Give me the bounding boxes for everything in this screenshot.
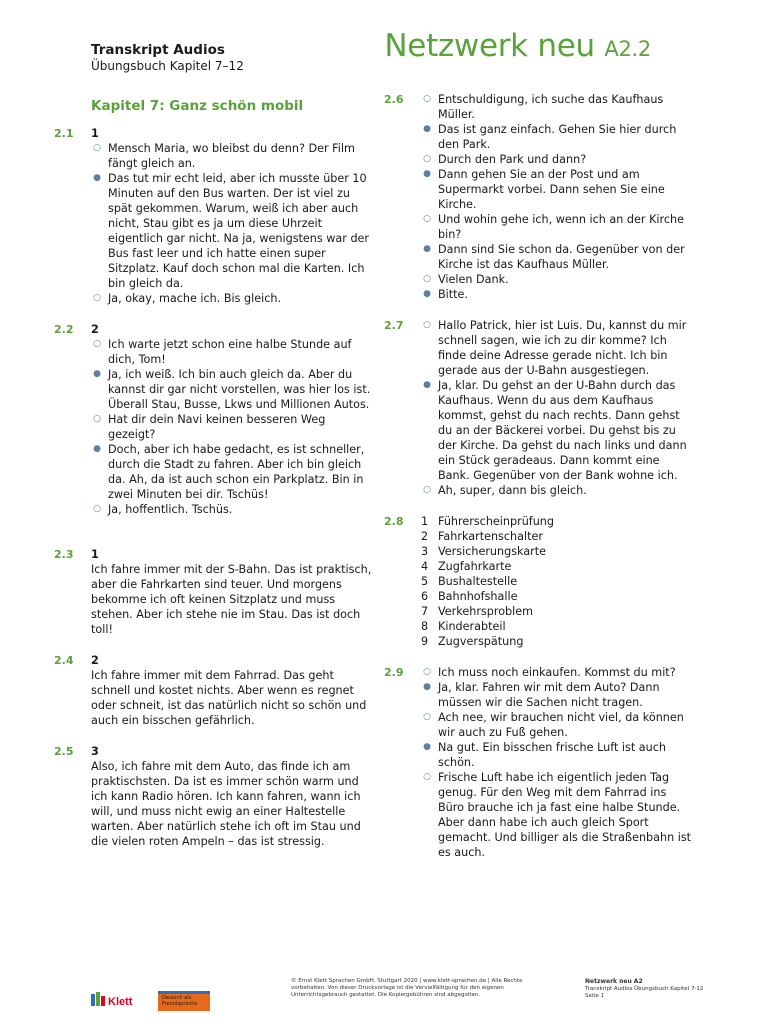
speaker-marker-icon: ○: [93, 414, 101, 424]
line-text: Das ist ganz einfach. Gehen Sie hier durch den Park.: [438, 123, 677, 151]
page-number: Seite 1: [585, 993, 605, 999]
dialogue-line: [421, 318, 694, 378]
document-subtitle: Übungsbuch Kapitel 7–12: [91, 59, 244, 73]
speaker-marker-icon: ●: [423, 169, 431, 179]
speaker-marker-icon: ●: [423, 289, 431, 299]
dialogue-line: [91, 337, 376, 367]
section-2-7: [384, 318, 694, 498]
section-2-6: [384, 92, 694, 302]
list-item: [421, 589, 694, 604]
dialogue-line: [91, 171, 376, 291]
line-text: Na gut. Ein bisschen frische Luft ist auch schön.: [438, 741, 666, 769]
dialogue-line: [91, 412, 376, 442]
word-list: [421, 514, 694, 649]
section-number: 2.3: [54, 548, 74, 561]
klett-logo-text: Klett: [108, 996, 133, 1008]
speaker-marker-icon: ○: [423, 712, 431, 722]
line-text: Vielen Dank.: [438, 273, 509, 286]
dialogue-line: [421, 92, 694, 122]
dialogue-line: [421, 272, 694, 287]
dialogue-line: [421, 483, 694, 498]
dialogue-line: [421, 242, 694, 272]
dialogue-line: [421, 740, 694, 770]
line-text: Und wohin gehe ich, wenn ich an der Kirche bin?: [438, 213, 684, 241]
speaker-marker-icon: ○: [423, 274, 431, 284]
dialogue-line: [421, 378, 694, 483]
speaker-marker-icon: ○: [423, 772, 431, 782]
line-text: Frische Luft habe ich eigentlich jeden Tag genug. Für den Weg mit dem Fahrrad ins Büro brauche ich ja fast eine halbe Stunde. Aber dann habe ich auch gleich Sport gemacht. Und billiger als die Straßenbahn ist es auch.: [438, 771, 692, 859]
item-number: 9: [421, 635, 429, 648]
item-text: Bahnhofshalle: [438, 590, 518, 603]
brand-level: A2.2: [604, 37, 651, 61]
section-sub-number: 1: [91, 127, 99, 140]
line-text: Ich warte jetzt schon eine halbe Stunde auf dich, Tom!: [108, 338, 352, 366]
line-text: Ja, ich weiß. Ich bin auch gleich da. Aber du kannst dir gar nicht vorstellen, was hier los ist. Überall Stau, Busse, Lkws und Millionen Autos.: [108, 368, 371, 411]
item-number: 5: [421, 575, 429, 588]
item-text: Verkehrsproblem: [438, 605, 534, 618]
brand-title: [384, 26, 651, 69]
speaker-marker-icon: ●: [423, 742, 431, 752]
speaker-marker-icon: ○: [93, 504, 101, 514]
speaker-marker-icon: ○: [423, 667, 431, 677]
item-text: Bushaltestelle: [438, 575, 518, 588]
footer-title: Netzwerk neu A2: [585, 978, 643, 985]
item-number: 7: [421, 605, 429, 618]
speaker-marker-icon: ●: [93, 444, 101, 454]
list-item: [421, 574, 694, 589]
section-number: 2.8: [384, 515, 404, 528]
item-number: 4: [421, 560, 429, 573]
line-text: Das tut mir echt leid, aber ich musste über 10 Minuten auf den Bus warten. Der ist viel zu spät gekommen. Warum, weiß ich aber auch nicht, Stau gibt es ja um diese Uhrzeit eigentlich gar nicht. Na ja, wenigstens war der Bus fast leer und ich hatte einen super Sitzplatz. Kauf doch schon mal die Karten. Ich bin gleich da.: [108, 172, 370, 290]
item-text: Führerscheinprüfung: [438, 515, 555, 528]
item-text: Versicherungskarte: [438, 545, 547, 558]
list-item: [421, 604, 694, 619]
dialogue-line: [91, 141, 376, 171]
line-text: Ich muss noch einkaufen. Kommst du mit?: [438, 666, 676, 679]
line-text: Entschuldigung, ich suche das Kaufhaus Müller.: [438, 93, 664, 121]
document-title: Transkript Audios: [91, 42, 225, 58]
dialogue-line: [421, 287, 694, 302]
section-2-3: [54, 547, 376, 637]
right-column: [384, 92, 694, 860]
item-number: 2: [421, 530, 429, 543]
monologue-text: Ich fahre immer mit dem Fahrrad. Das geht schnell und kostet nichts. Aber wenn es regnet oder schneit, ist das natürlich nicht so schön und auch ein bisschen gefährlich.: [91, 669, 367, 727]
line-text: Ja, okay, mache ich. Bis gleich.: [108, 292, 282, 305]
speaker-marker-icon: ○: [93, 293, 101, 303]
speaker-marker-icon: ●: [423, 380, 431, 390]
dialogue-line: [421, 122, 694, 152]
section-number: 2.9: [384, 666, 404, 679]
speaker-marker-icon: ●: [93, 173, 101, 183]
daf-logo-text: Deutsch als Fremdsprache: [162, 995, 198, 1007]
section-number: 2.1: [54, 127, 74, 140]
section-2-4: [54, 653, 376, 728]
speaker-marker-icon: ○: [423, 94, 431, 104]
dialogue-line: [421, 710, 694, 740]
list-item: [421, 544, 694, 559]
section-sub-number: 2: [91, 654, 99, 667]
header-left: [91, 42, 244, 74]
section-number: 2.6: [384, 93, 404, 106]
line-text: Ach nee, wir brauchen nicht viel, da können wir auch zu Fuß gehen.: [438, 711, 684, 739]
speaker-marker-icon: ●: [423, 682, 431, 692]
dialogue-list: [421, 92, 694, 302]
footer-info: [585, 978, 703, 1000]
section-number: 2.7: [384, 319, 404, 332]
item-number: 3: [421, 545, 429, 558]
section-2-2: [54, 322, 376, 517]
dialogue-line: [421, 680, 694, 710]
speaker-marker-icon: ○: [93, 143, 101, 153]
section-2-9: [384, 665, 694, 860]
monologue-text: Also, ich fahre mit dem Auto, das finde ich am praktischsten. Da ist es immer schön warm und ich kann Radio hören. Ich kann fahren, wann ich will, und muss nicht ewig an einer Haltestelle warten. Aber natürlich stehe ich oft im Stau und die vielen roten Ampeln – das ist stressig.: [91, 760, 361, 848]
line-text: Ja, klar. Du gehst an der U-Bahn durch das Kaufhaus. Wenn du aus dem Kaufhaus kommst, gehst du nach rechts. Dann gehst du an der Bäckerei vorbei. Du gehst bis zu der Kirche. Da gehst du nach links und dann ein Stück geradeaus. Dann kommt eine Bank. Gegenüber von der Bank wohne ich.: [438, 379, 687, 482]
section-2-1: [54, 126, 376, 306]
dialogue-line: [91, 442, 376, 502]
dialogue-list: [91, 337, 376, 517]
dialogue-list: [421, 665, 694, 860]
item-number: 8: [421, 620, 429, 633]
dialogue-line: [91, 367, 376, 412]
speaker-marker-icon: ●: [423, 244, 431, 254]
list-item: [421, 634, 694, 649]
line-text: Mensch Maria, wo bleibst du denn? Der Film fängt gleich an.: [108, 142, 355, 170]
monologue-text: Ich fahre immer mit der S-Bahn. Das ist praktisch, aber die Fahrkarten sind teuer. Und morgens bekomme ich oft keinen Sitzplatz und muss stehen. Aber ich stehe nie im Stau. Das ist doch toll!: [91, 563, 372, 636]
section-number: 2.5: [54, 745, 74, 758]
left-column: [54, 92, 376, 849]
list-item: [421, 514, 694, 529]
item-text: Zugverspätung: [438, 635, 524, 648]
speaker-marker-icon: ○: [423, 214, 431, 224]
speaker-marker-icon: ○: [423, 485, 431, 495]
footer-subtitle: Transkript Audios Übungsbuch Kapitel 7-12: [585, 986, 704, 992]
line-text: Ja, hoffentlich. Tschüs.: [108, 503, 233, 516]
klett-logo-icon: [91, 990, 141, 1010]
list-item: [421, 529, 694, 544]
section-sub-number: 2: [91, 323, 99, 336]
item-number: 1: [421, 515, 429, 528]
dialogue-list: [91, 141, 376, 306]
line-text: Doch, aber ich habe gedacht, es ist schneller, durch die Stadt zu fahren. Aber ich bin gleich da. Ah, da ist auch schon ein Parkplatz. Bin in zwei Minuten bei dir. Tschüs!: [108, 443, 365, 501]
speaker-marker-icon: ○: [93, 339, 101, 349]
speaker-marker-icon: ○: [423, 320, 431, 330]
line-text: Dann gehen Sie an der Post und am Supermarkt vorbei. Dann sehen Sie eine Kirche.: [438, 168, 665, 211]
section-2-8: [384, 514, 694, 649]
speaker-marker-icon: ●: [93, 369, 101, 379]
line-text: Ja, klar. Fahren wir mit dem Auto? Dann müssen wir die Sachen nicht tragen.: [438, 681, 660, 709]
line-text: Dann sind Sie schon da. Gegenüber von der Kirche ist das Kaufhaus Müller.: [438, 243, 685, 271]
item-number: 6: [421, 590, 429, 603]
list-item: [421, 559, 694, 574]
line-text: Hat dir dein Navi keinen besseren Weg gezeigt?: [108, 413, 326, 441]
dialogue-line: [421, 665, 694, 680]
section-sub-number: 1: [91, 548, 99, 561]
dialogue-line: [421, 152, 694, 167]
dialogue-line: [91, 502, 376, 517]
speaker-marker-icon: ○: [423, 154, 431, 164]
item-text: Zugfahrkarte: [438, 560, 512, 573]
line-text: Durch den Park und dann?: [438, 153, 587, 166]
section-number: 2.2: [54, 323, 74, 336]
daf-logo-stripe: [158, 991, 210, 994]
section-number: 2.4: [54, 654, 74, 667]
list-item: [421, 619, 694, 634]
section-sub-number: 3: [91, 745, 99, 758]
item-text: Kinderabteil: [438, 620, 506, 633]
section-2-5: [54, 744, 376, 849]
speaker-marker-icon: ●: [423, 124, 431, 134]
brand-name: Netzwerk neu: [384, 28, 595, 64]
dialogue-line: [421, 167, 694, 212]
daf-logo: [158, 991, 210, 1011]
chapter-title: Kapitel 7: Ganz schön mobil: [91, 98, 304, 114]
line-text: Bitte.: [438, 288, 468, 301]
dialogue-line: [91, 291, 376, 306]
item-text: Fahrkartenschalter: [438, 530, 543, 543]
copyright-notice: © Ernst Klett Sprachen GmbH, Stuttgart 2020 | www.klett-sprachen.de | Alle Rechte vorbehalten. Von dieser Druckvorlage ist die Vervielfältigung für den eigenen Unterrichtsgebrauch gestattet. Die Kopiergebühren sind abgegolten.: [291, 978, 523, 998]
line-text: Ah, super, dann bis gleich.: [438, 484, 587, 497]
dialogue-list: [421, 318, 694, 498]
dialogue-line: [421, 212, 694, 242]
dialogue-line: [421, 770, 694, 860]
line-text: Hallo Patrick, hier ist Luis. Du, kannst du mir schnell sagen, wie ich zu dir komme? Ich finde deine Adresse gerade nicht. Ich bin gerade aus der U-Bahn ausgestiegen.: [438, 319, 687, 377]
